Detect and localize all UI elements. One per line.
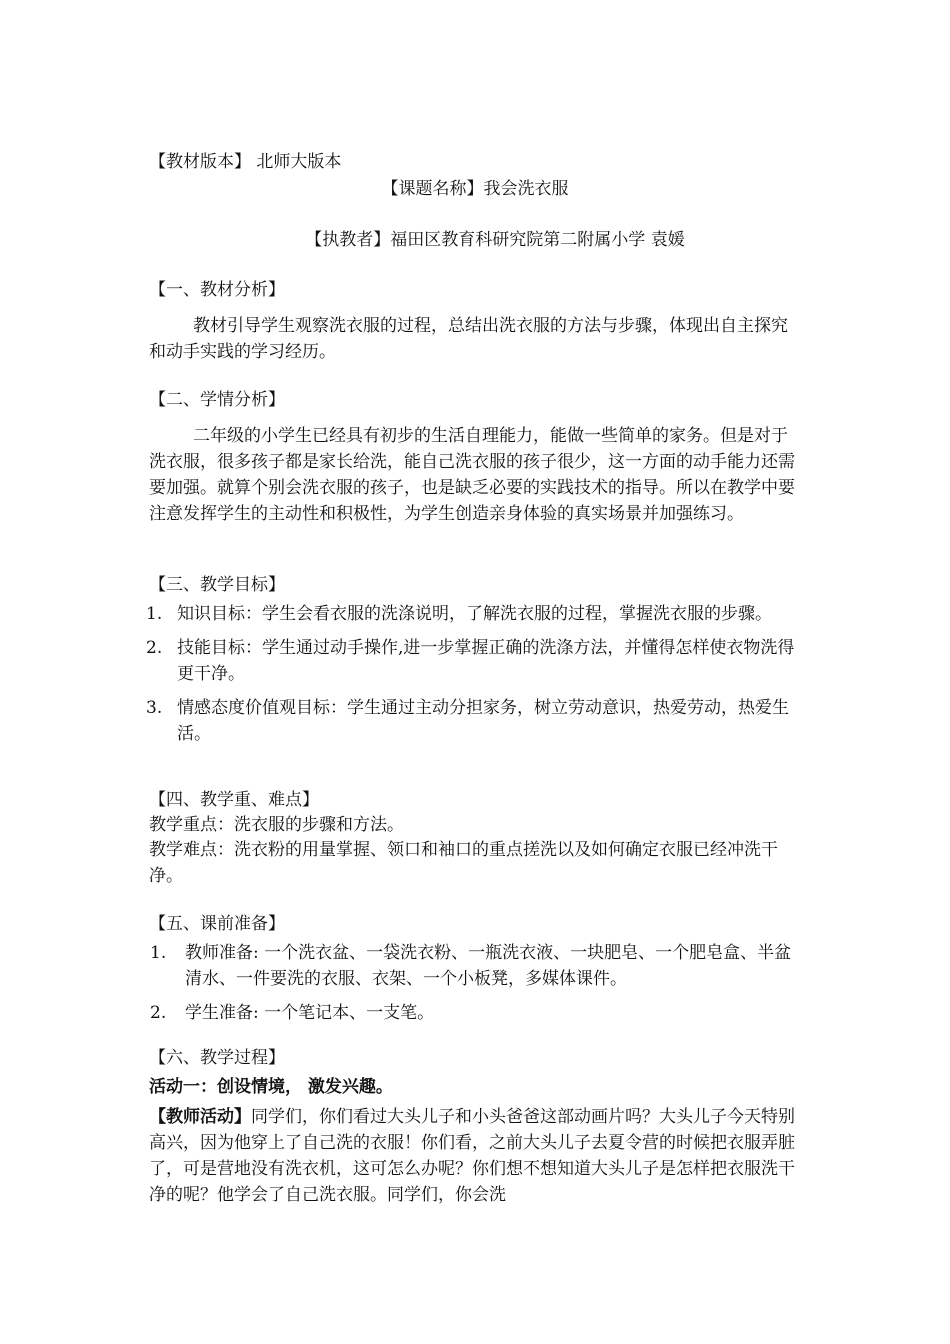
- learner-analysis-body: 二年级的小学生已经具有初步的生活自理能力，能做一些简单的家务。但是对于洗衣服，很多孩子都是家长给洗，能自己洗衣服的孩子很少，这一方面的动手能力还需要加强。就算个别会洗衣服的孩子，也是缺乏必要的实践技术的指导。所以在教学中要注意发挥学生的主动性和积极性，为学生创造亲身体验的真实场景并加强练习。: [149, 426, 795, 524]
- section-title-preparation: 【五、课前准备】: [149, 914, 285, 934]
- list-number: 1.: [150, 943, 167, 963]
- key-point: 教学重点：洗衣服的步骤和方法。: [149, 815, 404, 835]
- list-item: [140, 635, 800, 687]
- list-text: 学生准备: 一个笔记本、一支笔。: [185, 1003, 435, 1023]
- list-text: 教师准备: 一个洗衣盆、一袋洗衣粉、一瓶洗衣液、一块肥皂、一个肥皂盒、半盆清水、一件要洗的衣服、衣架、一个小板凳，多媒体课件。: [185, 943, 792, 989]
- lesson-title: 【课题名称】我会洗衣服: [381, 179, 569, 199]
- section-title-material-analysis: 【一、教材分析】: [149, 280, 285, 300]
- section-title-teaching-goals: 【三、教学目标】: [149, 575, 285, 595]
- activity-one-title: 活动一：创设情境， 激发兴趣。: [149, 1077, 393, 1097]
- teacher-activity-label: 【教师活动】: [149, 1107, 251, 1127]
- list-number: 3.: [146, 698, 163, 718]
- section-title-key-points: 【四、教学重、难点】: [149, 790, 319, 810]
- teacher-activity-text: 同学们，你们看过大头儿子和小头爸爸这部动画片吗？大头儿子今天特别高兴，因为他穿上了自己洗的衣服！你们看，之前大头儿子去夏令营的时候把衣服弄脏了，可是营地没有洗衣机，这可怎么办呢？你们想不想知道大头儿子是怎样把衣服洗干净的呢？他学会了自己洗衣服。同学们，你会洗: [149, 1107, 795, 1205]
- difficult-point: 教学难点：洗衣粉的用量掌握、领口和袖口的重点搓洗以及如何确定衣服已经冲洗干净。: [149, 840, 778, 886]
- section-title-learner-analysis: 【二、学情分析】: [149, 390, 285, 410]
- list-text: 情感态度价值观目标：学生通过主动分担家务，树立劳动意识，热爱劳动，热爱生活。: [177, 698, 789, 744]
- section-title-teaching-process: 【六、教学过程】: [149, 1048, 285, 1068]
- teacher-info: 【执教者】福田区教育科研究院第二附属小学 袁媛: [305, 230, 685, 250]
- teacher-activity-paragraph: [149, 1104, 799, 1208]
- textbook-version: 【教材版本】 北师大版本: [149, 152, 342, 172]
- teaching-goals-list: [140, 601, 800, 755]
- list-item: [140, 1000, 800, 1026]
- list-item: [140, 601, 800, 627]
- list-text: 知识目标：学生会看衣服的洗涤说明，了解洗衣服的过程，掌握洗衣服的步骤。: [177, 604, 772, 624]
- list-number: 1.: [146, 604, 163, 624]
- material-analysis-body: 教材引导学生观察洗衣服的过程，总结出洗衣服的方法与步骤，体现出自主探究和动手实践的学习经历。: [149, 316, 788, 362]
- list-item: [140, 695, 800, 747]
- preparation-list: [140, 940, 800, 1034]
- list-item: [140, 940, 800, 992]
- list-number: 2.: [146, 638, 163, 658]
- list-text: 技能目标：学生通过动手操作,进一步掌握正确的洗涤方法，并懂得怎样使衣物洗得更干净。: [177, 638, 795, 684]
- list-number: 2.: [150, 1003, 167, 1023]
